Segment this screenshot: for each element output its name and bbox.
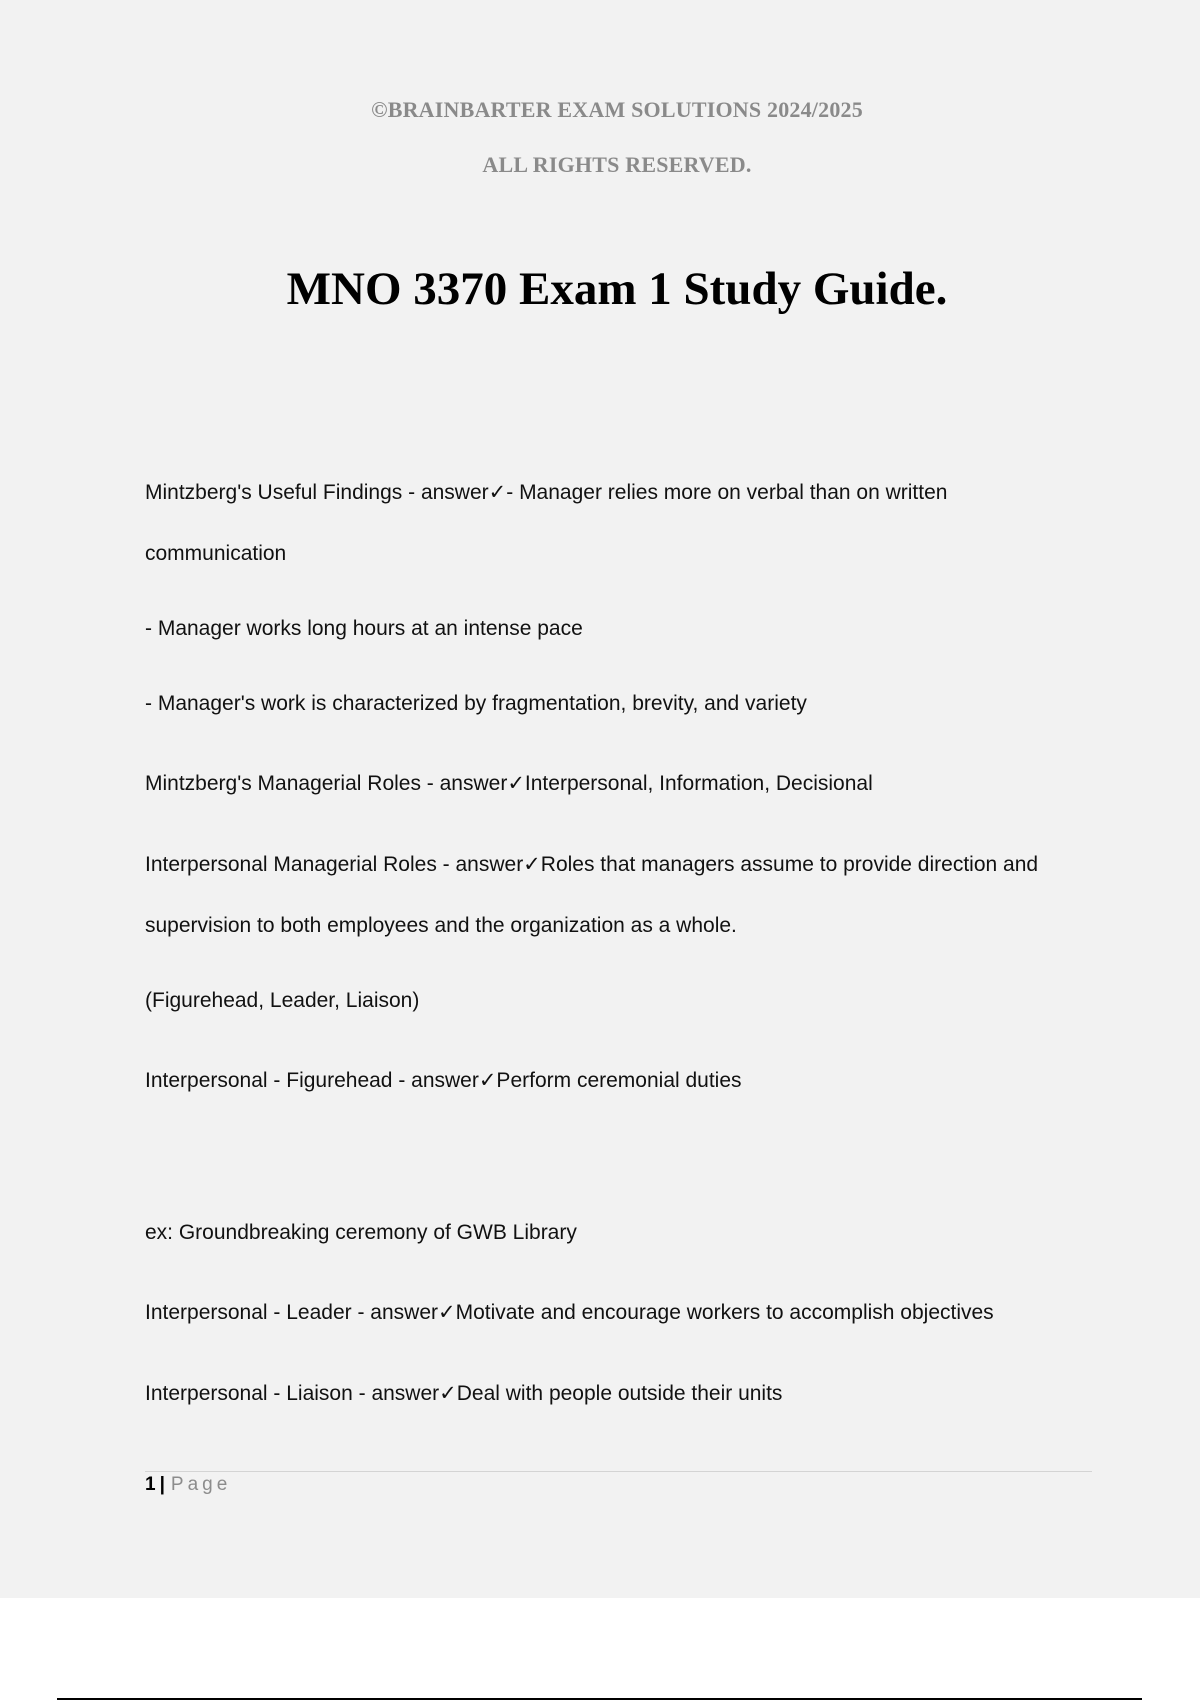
page-footer bbox=[145, 1474, 231, 1496]
page-number: 1 bbox=[145, 1474, 156, 1495]
body-line: Mintzberg's Managerial Roles - answer✓Interpersonal, Information, Decisional bbox=[145, 772, 873, 795]
body-line: - Manager works long hours at an intense pace bbox=[145, 617, 583, 640]
page-label: Page bbox=[170, 1474, 232, 1495]
body-line: Mintzberg's Useful Findings - answer✓- Manager relies more on verbal than on written bbox=[145, 481, 948, 504]
body-line: Interpersonal Managerial Roles - answer✓Roles that managers assume to provide direction and bbox=[145, 853, 1039, 876]
body-line: ex: Groundbreaking ceremony of GWB Library bbox=[145, 1221, 577, 1244]
rights-header: ALL RIGHTS RESERVED. bbox=[482, 152, 752, 177]
body-line: Interpersonal - Leader - answer✓Motivate and encourage workers to accomplish objectives bbox=[145, 1301, 994, 1324]
copyright-header: ©BRAINBARTER EXAM SOLUTIONS 2024/2025 bbox=[371, 97, 863, 122]
body-line: Interpersonal - Figurehead - answer✓Perform ceremonial duties bbox=[145, 1069, 742, 1092]
footer-separator: | bbox=[159, 1474, 165, 1495]
body-line: supervision to both employees and the organization as a whole. bbox=[145, 914, 737, 937]
footer-divider bbox=[145, 1471, 1092, 1472]
body-line: - Manager's work is characterized by fragmentation, brevity, and variety bbox=[145, 692, 807, 715]
body-line: communication bbox=[145, 542, 287, 565]
document-title: MNO 3370 Exam 1 Study Guide. bbox=[286, 263, 948, 315]
body-line: Interpersonal - Liaison - answer✓Deal with people outside their units bbox=[145, 1382, 783, 1405]
body-line: (Figurehead, Leader, Liaison) bbox=[145, 989, 420, 1012]
